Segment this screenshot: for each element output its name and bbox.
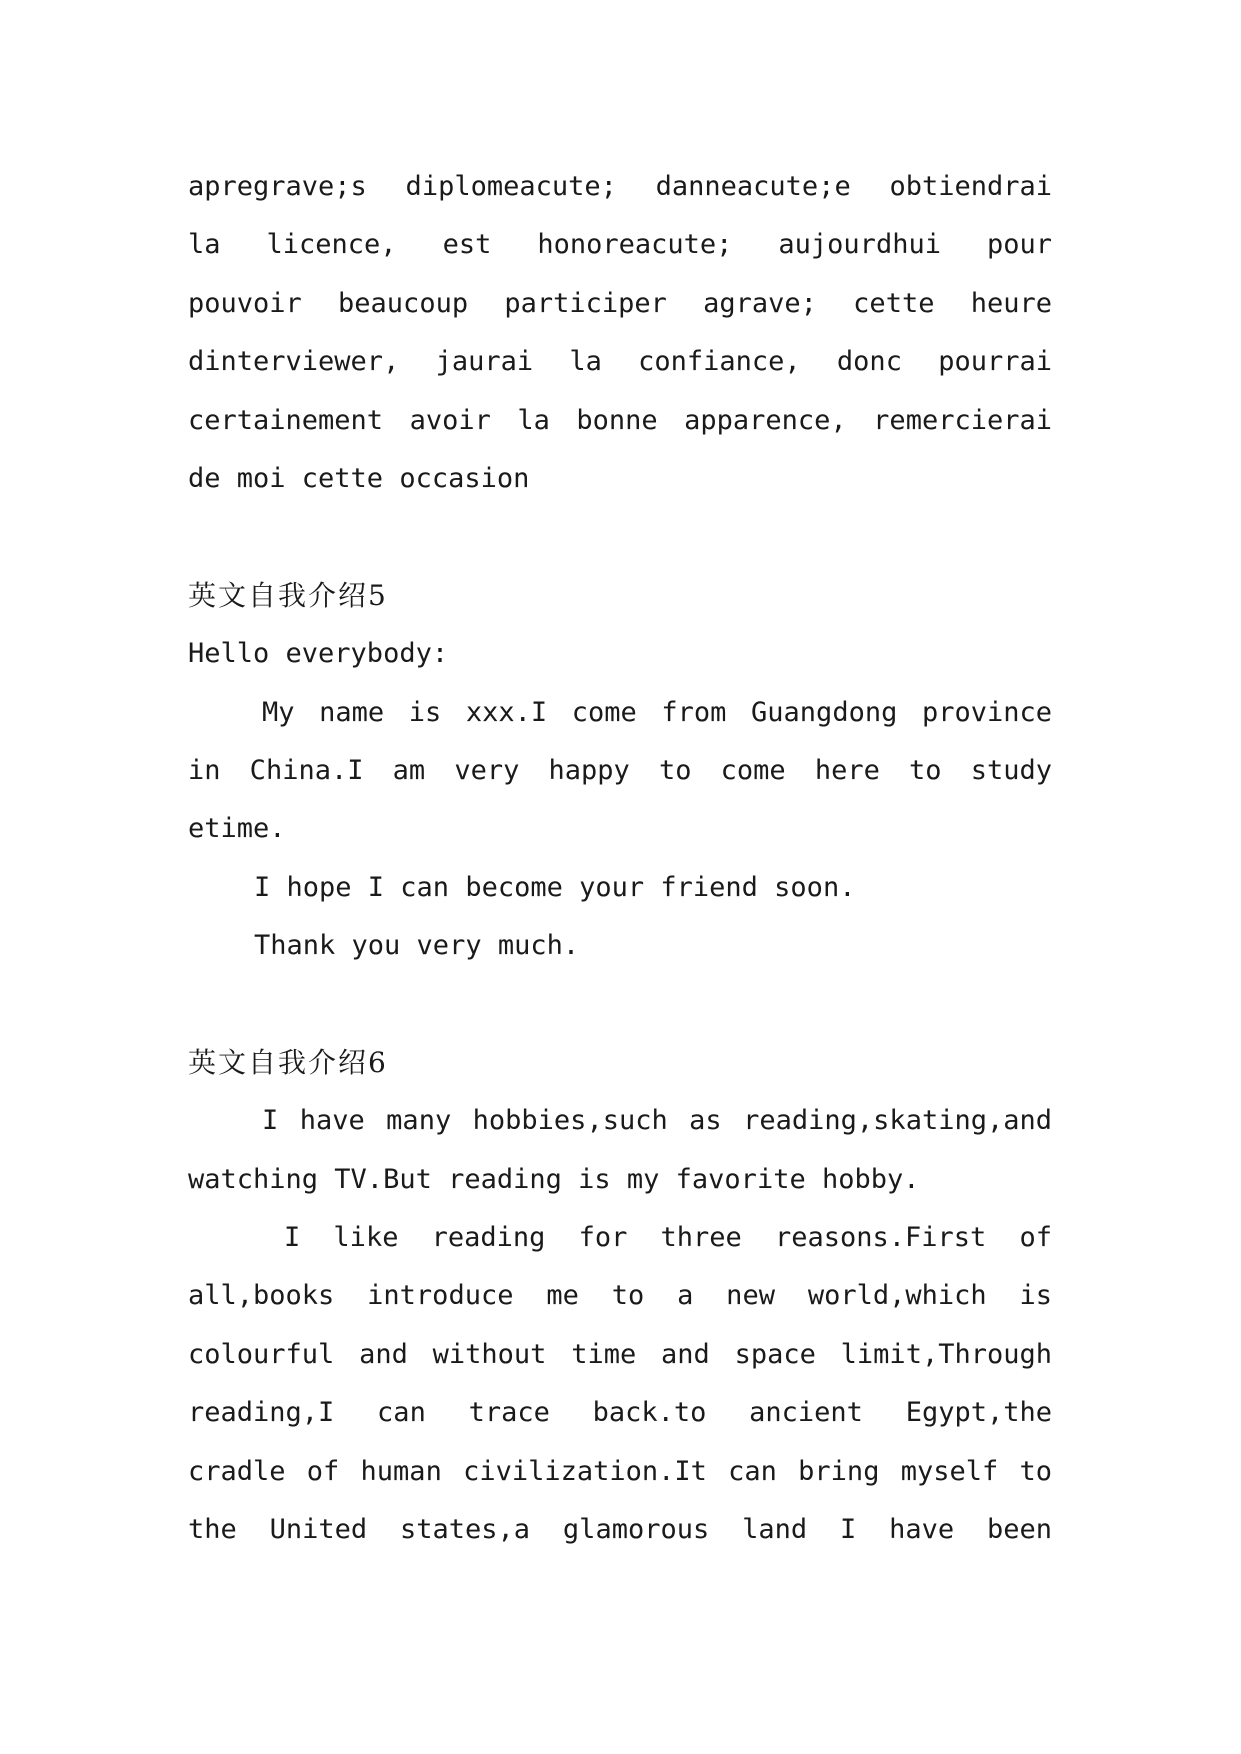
text-line: I like reading for three reasons.First of — [284, 1222, 1052, 1254]
text-line: la licence, est honoreacute; aujourdhui pour — [188, 229, 1052, 261]
text-line: I have many hobbies,such as reading,skating,and — [262, 1105, 1052, 1137]
text-line: pouvoir beaucoup participer agrave; cette heure — [188, 287, 1052, 319]
text-line: My name is xxx.I come from Guangdong province — [262, 696, 1052, 728]
text-line: reading,I can trace back.to ancient Egypt,the — [188, 1397, 1052, 1429]
text-line: de moi cette occasion — [188, 462, 530, 494]
document-body — [188, 158, 1052, 1559]
text-line: watching TV.But reading is my favorite hobby. — [188, 1163, 920, 1195]
text-line: etime. — [188, 813, 286, 845]
text-line: apregrave;s diplomeacute; danneacute;e obtiendrai — [188, 171, 1052, 202]
paragraph-gap — [188, 508, 1052, 566]
text-line: certainement avoir la bonne apparence, remercierai — [188, 404, 1052, 436]
text-line: I hope I can become your friend soon. — [254, 871, 856, 903]
text-line: in China.I am very happy to come here to study — [188, 754, 1052, 786]
section-heading-6: 英文自我介绍6 — [188, 1045, 388, 1079]
text-line: cradle of human civilization.It can bring myself to — [188, 1455, 1052, 1487]
paragraph-gap — [188, 975, 1052, 1033]
greeting-line: Hello everybody: — [188, 638, 449, 670]
text-line: Thank you very much. — [254, 930, 580, 962]
section-heading-5: 英文自我介绍5 — [188, 578, 388, 612]
text-line: colourful and without time and space limit,Through — [188, 1338, 1052, 1370]
text-line: dinterviewer, jaurai la confiance, donc pourrai — [188, 346, 1052, 378]
text-line: the United states,a glamorous land I have been — [188, 1513, 1052, 1545]
text-line: all,books introduce me to a new world,which is — [188, 1280, 1052, 1312]
